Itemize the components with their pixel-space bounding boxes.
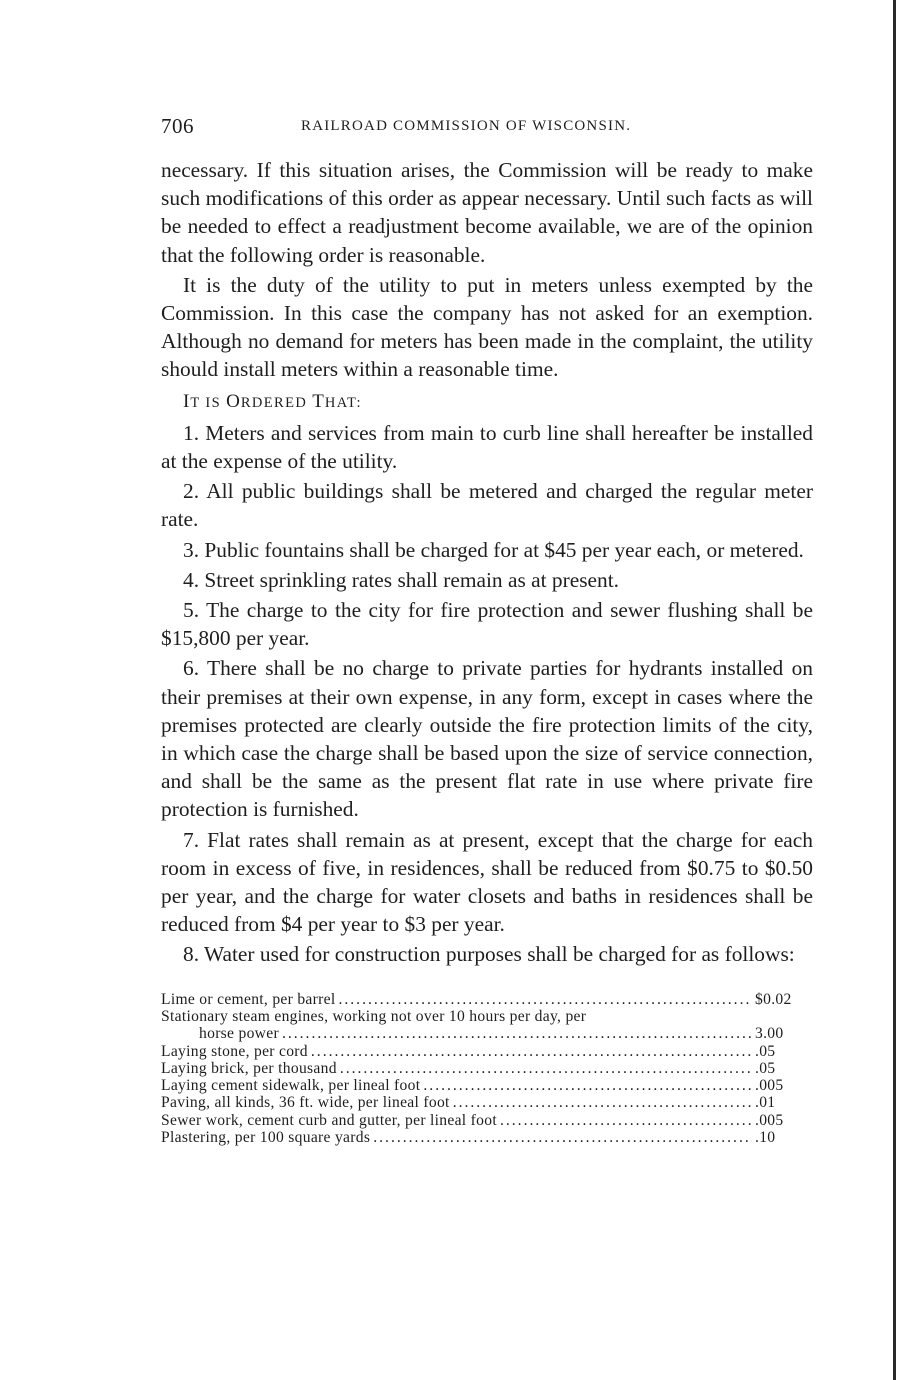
schedule-row (161, 1112, 813, 1129)
schedule-row (161, 1043, 813, 1060)
ordered-heading-t: T (312, 390, 325, 412)
schedule-amount: .05 (755, 1042, 776, 1060)
paragraph-meters: It is the duty of the utility to put in meters unless exempted by the Commission. In this case the company has not asked for an exemption. Although no demand for meters has been made in the complaint, the utility should install meters within a reasonable time. (161, 272, 813, 382)
page-header (161, 108, 813, 148)
schedule-label: Laying cement sidewalk, per lineal foot (161, 1077, 421, 1095)
schedule-row (161, 1129, 813, 1146)
page-number: 706 (161, 114, 194, 138)
schedule-amount: .005 (755, 1111, 784, 1129)
schedule-label: Laying stone, per cord (161, 1042, 308, 1060)
schedule-label: Sewer work, cement curb and gutter, per lineal foot (161, 1111, 497, 1129)
schedule-label: Stationary steam engines, working not over 10 hours per day, per (161, 1007, 587, 1025)
schedule-row (161, 1025, 813, 1042)
schedule-row (161, 991, 813, 1008)
order-item-8: 8. Water used for construction purposes shall be charged for as follows: (183, 942, 795, 967)
schedule-label: Laying brick, per thousand (161, 1059, 337, 1077)
page-edge-border (893, 0, 896, 1380)
leader-dots (311, 1043, 752, 1060)
order-item-5: 5. The charge to the city for fire protection and sewer flushing shall be $15,800 per year. (161, 598, 813, 651)
body-text (161, 156, 813, 969)
ordered-heading-i: I (183, 390, 191, 412)
schedule-label: Plastering, per 100 square yards (161, 1129, 371, 1147)
schedule-amount: .005 (755, 1077, 784, 1095)
schedule-amount: .10 (755, 1129, 776, 1147)
leader-dots (500, 1112, 752, 1129)
leader-dots (340, 1060, 752, 1077)
ordered-heading-t-is: T IS (190, 394, 227, 411)
schedule-row (161, 1060, 813, 1077)
leader-dots (282, 1025, 752, 1042)
ordered-heading-hat: HAT: (324, 394, 362, 411)
schedule-row (161, 1077, 813, 1094)
running-title: RAILROAD COMMISSION OF WISCONSIN. (301, 118, 632, 134)
order-item-6: 6. There shall be no charge to private parties for hydrants installed on their premises at their own expense, in any form, except in cases where the premises protected are clearly outside the fire protection limits of the city, in which case the charge shall be based upon the size of service connection, and shall be the same as the present flat rate in use where private fire protection is furnished. (161, 656, 813, 822)
document-page (161, 108, 813, 1146)
schedule-row (161, 1094, 813, 1111)
schedule-label: horse power (199, 1025, 279, 1043)
schedule-amount: .05 (755, 1059, 776, 1077)
rate-schedule (161, 991, 813, 1147)
ordered-heading-rdered: RDERED (240, 394, 313, 411)
schedule-amount: 3.00 (755, 1025, 784, 1043)
leader-dots (453, 1094, 752, 1111)
ordered-heading-o: O (226, 390, 241, 412)
ordered-heading (161, 386, 813, 417)
schedule-amount: $0.02 (755, 990, 792, 1008)
schedule-row (161, 1008, 813, 1025)
order-item-1: 1. Meters and services from main to curb line shall hereafter be installed at the expense of the utility. (161, 420, 813, 474)
order-item-2: 2. All public buildings shall be metered and charged the regular meter rate. (161, 479, 813, 532)
order-item-3: 3. Public fountains shall be charged for at $45 per year each, or metered. (183, 537, 804, 562)
order-item-7: 7. Flat rates shall remain as at present, except that the charge for each room in excess of five, in residences, shall be reduced from $0.75 to $0.50 per year, and the charge for water closets and baths in residences shall be reduced from $4 per year to $3 per year. (161, 827, 813, 937)
paragraph-continuation: necessary. If this situation arises, the Commission will be ready to make such modifications of this order as appear necessary. Until such facts as will be needed to effect a readjustment become available, we are of the opinion that the following order is reasonable. (161, 158, 813, 267)
schedule-label: Lime or cement, per barrel (161, 990, 336, 1008)
schedule-label: Paving, all kinds, 36 ft. wide, per lineal foot (161, 1094, 450, 1112)
leader-dots (373, 1129, 752, 1146)
schedule-amount: .01 (755, 1094, 776, 1112)
leader-dots (338, 991, 752, 1008)
order-item-4: 4. Street sprinkling rates shall remain as at present. (183, 567, 620, 592)
leader-dots (423, 1077, 752, 1094)
